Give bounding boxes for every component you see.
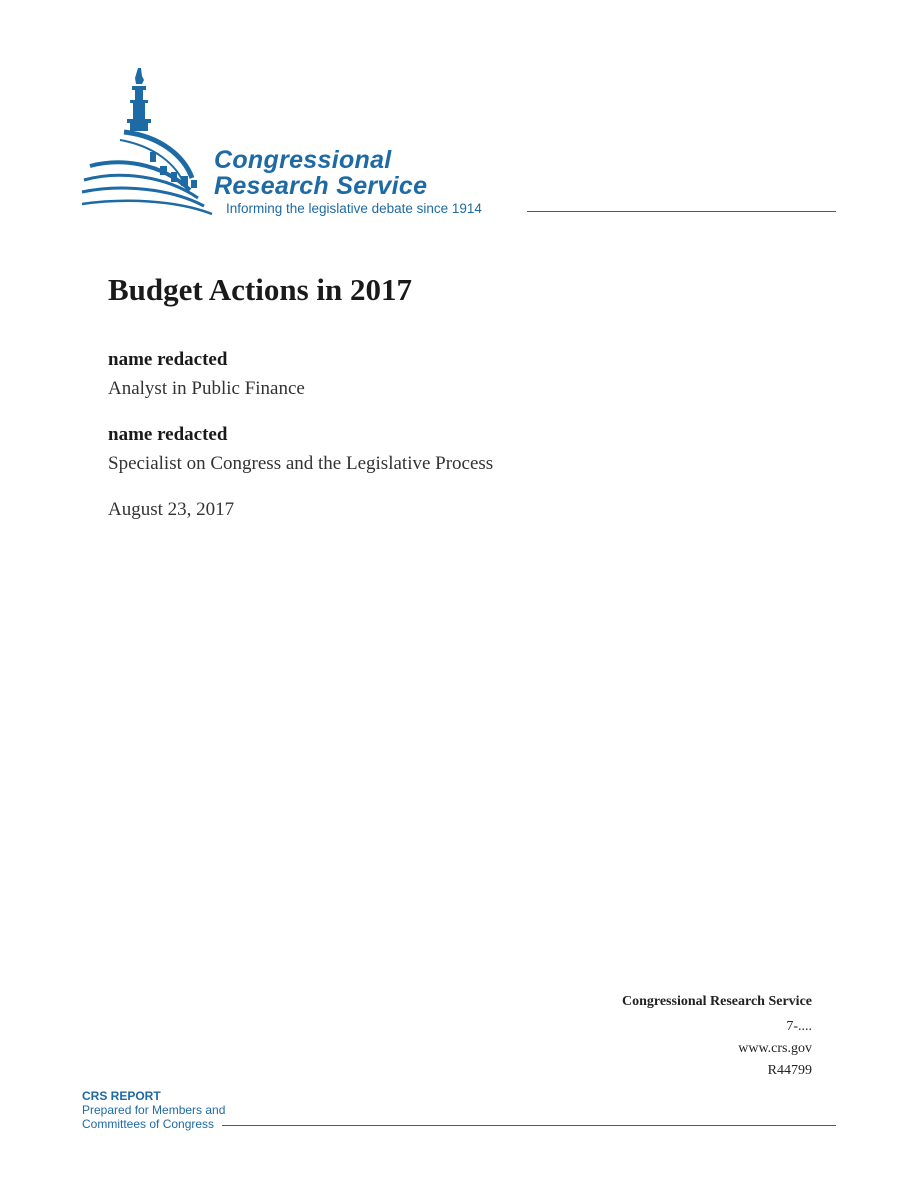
publisher-org: Congressional Research Service	[621, 994, 812, 1009]
author-1-role: Analyst in Public Finance	[108, 378, 305, 399]
report-title: Budget Actions in 2017	[108, 272, 413, 307]
author-2-role: Specialist on Congress and the Legislative Process	[108, 453, 494, 474]
logo-line-research-service: Research Service	[214, 172, 428, 200]
footer-prepared-for: Prepared for Members and	[82, 1103, 226, 1117]
author-2-name: name redacted	[108, 424, 228, 445]
author-1-name: name redacted	[108, 349, 228, 370]
report-date: August 23, 2017	[108, 499, 235, 520]
publisher-phone: 7-....	[786, 1019, 812, 1034]
header-rule	[527, 211, 836, 212]
logo-line-congressional: Congressional	[214, 146, 392, 174]
logo-tagline: Informing the legislative debate since 1914	[226, 201, 482, 216]
footer-rule	[222, 1125, 836, 1126]
capitol-dome-icon	[80, 66, 220, 218]
footer-crs-report: CRS REPORT	[82, 1089, 161, 1103]
footer-committees: Committees of Congress	[82, 1117, 215, 1131]
report-number: R44799	[767, 1063, 812, 1078]
publisher-website: www.crs.gov	[738, 1041, 812, 1056]
